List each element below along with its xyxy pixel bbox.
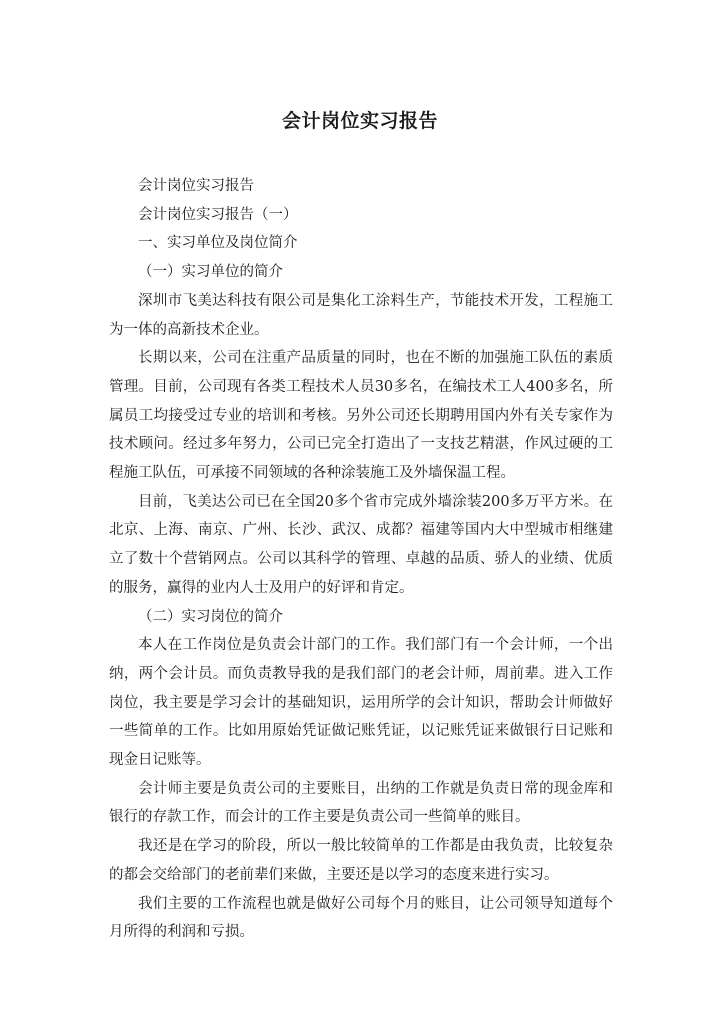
paragraph-subheading: 会计岗位实习报告（一） — [138, 206, 298, 223]
body-paragraph: 我还是在学习的阶段，所以一般比较简单的工作都是由我负责，比较复杂的都会交给部门的老前辈们来做，主要还是以学习的态度来进行实习。 — [109, 838, 613, 883]
paragraph-heading: 会计岗位实习报告 — [138, 178, 254, 194]
body-paragraph: 目前，飞美达公司已在全国20多个省市完成外墙涂装200多万平方米。在北京、上海、南京、广州、长沙、武汉、成都？福建等国内大中型城市相继建立了数十个营销网点。公司以其科学的管理、卓越的品质、骄人的业绩、优质的服务，赢得的业内人士及用户的好评和肯定。 — [109, 493, 613, 596]
body-paragraph: 本人在工作岗位是负责会计部门的工作。我们部门有一个会计师，一个出纳，两个会计员。而负责教导我的是我们部门的老会计师，周前辈。进入工作岗位，我主要是学习会计的基础知识，运用所学的会计知识，帮助会计师做好一些简单的工作。比如用原始凭证做记账凭证，以记账凭证来做银行日记账和现金日记账等。 — [109, 637, 613, 769]
subsection-heading-1: （一）实习单位的简介 — [138, 264, 283, 281]
subsection-heading-2: （二）实习岗位的简介 — [138, 608, 283, 625]
document-body — [109, 172, 613, 947]
document-title: 会计岗位实习报告 — [281, 110, 438, 132]
body-paragraph: 会计师主要是负责公司的主要账目，出纳的工作就是负责日常的现金库和银行的存款工作，而会计的工作主要是负责公司一些简单的账目。 — [109, 780, 613, 826]
section-heading-1: 一、实习单位及岗位简介 — [138, 235, 298, 252]
body-paragraph: 我们主要的工作流程也就是做好公司每个月的账目，让公司领导知道每个月所得的利润和亏损。 — [109, 895, 613, 941]
body-paragraph: 深圳市飞美达科技有限公司是集化工涂料生产，节能技术开发，工程施工为一体的高新技术企业。 — [109, 292, 613, 338]
body-paragraph: 长期以来，公司在注重产品质量的同时，也在不断的加强施工队伍的素质管理。目前，公司现有各类工程技术人员30多名，在编技术工人400多名，所属员工均接受过专业的培训和考核。另外公司还长期聘用国内外有关专家作为技术顾问。经过多年努力，公司已完全打造出了一支技艺精湛，作风过硬的工程施工队伍，可承接不同领域的各种涂装施工及外墙保温工程。 — [109, 350, 613, 482]
